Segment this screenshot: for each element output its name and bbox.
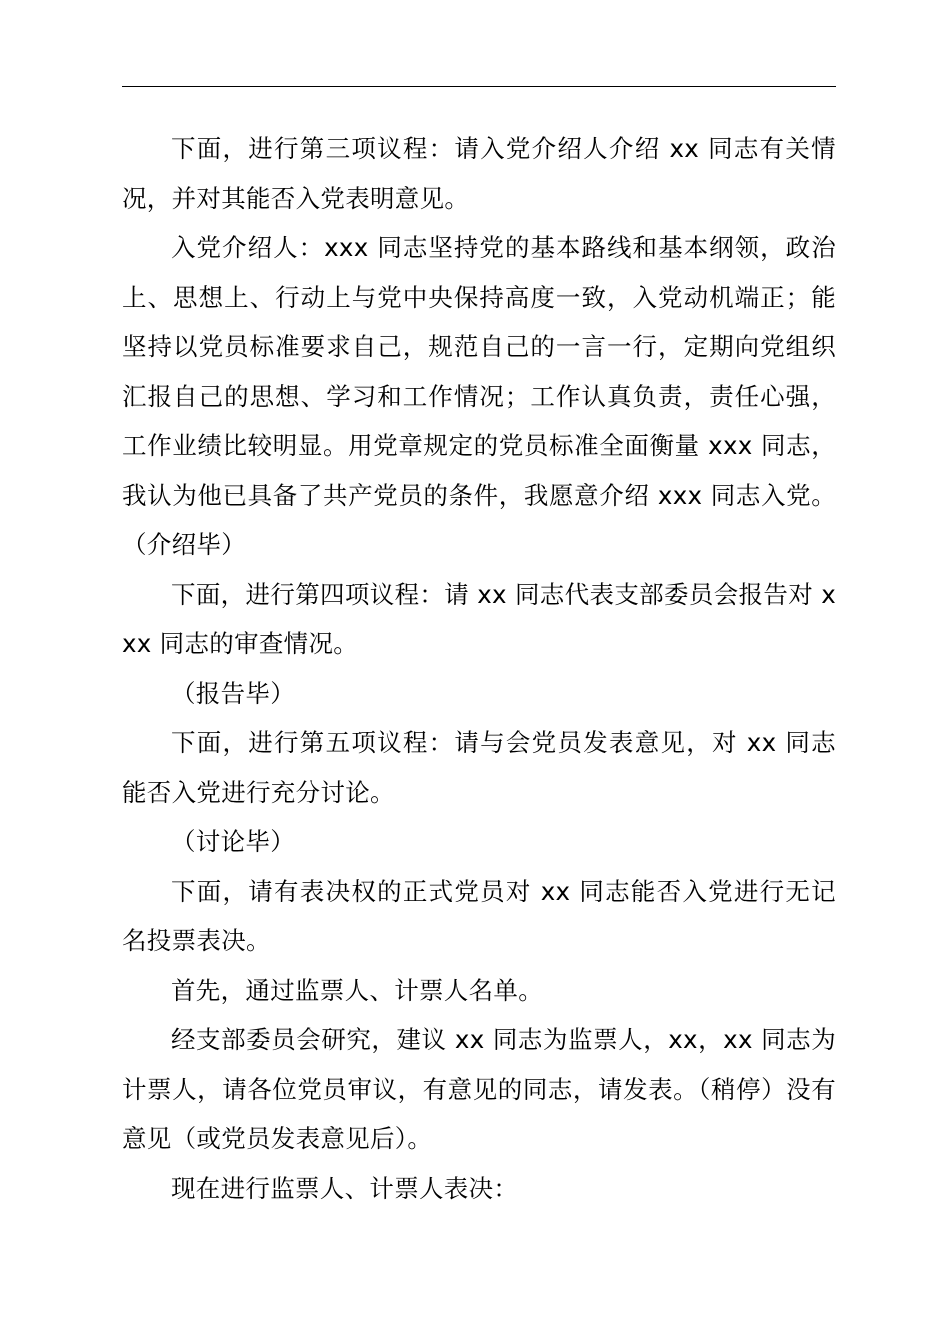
paragraph-agenda-4: 下面，进行第四项议程：请 xx 同志代表支部委员会报告对 xxx 同志的审查情况。 xyxy=(122,579,836,658)
paragraph-tellers-proposal: 经支部委员会研究，建议 xx 同志为监票人，xx，xx 同志为计票人，请各位党员审议，有意见的同志，请发表。（稍停）没有意见（或党员发表意见后）。 xyxy=(122,1025,836,1153)
paragraph-report-end: （报告毕） xyxy=(171,678,295,708)
paragraph-vote-intro: 下面，请有表决权的正式党员对 xx 同志能否入党进行无记名投票表决。 xyxy=(122,876,836,955)
paragraph-introducer-statement: 入党介绍人：xxx 同志坚持党的基本路线和基本纲领，政治上、思想上、行动上与党中央保持高度一致，入党动机端正；能坚持以党员标准要求自己，规范自己的一言一行，定期向党组织汇报自己的思想、学习和工作情况；工作认真负责，责任心强，工作业绩比较明显。用党章规定的党员标准全面衡量 xxx 同志，我认为他已具备了共产党员的条件，我愿意介绍 xxx 同志入党。（介绍毕） xyxy=(122,233,836,559)
paragraph-agenda-3: 下面，进行第三项议程：请入党介绍人介绍 xx 同志有关情况，并对其能否入党表明意见。 xyxy=(122,134,836,213)
paragraph-tellers-list: 首先，通过监票人、计票人名单。 xyxy=(171,975,543,1005)
document-body xyxy=(122,124,836,1213)
paragraph-discussion-end: （讨论毕） xyxy=(171,827,295,856)
paragraph-tellers-vote: 现在进行监票人、计票人表决： xyxy=(171,1173,519,1203)
paragraph-agenda-5: 下面，进行第五项议程：请与会党员发表意见，对 xx 同志能否入党进行充分讨论。 xyxy=(122,728,836,807)
header-rule xyxy=(122,86,836,87)
